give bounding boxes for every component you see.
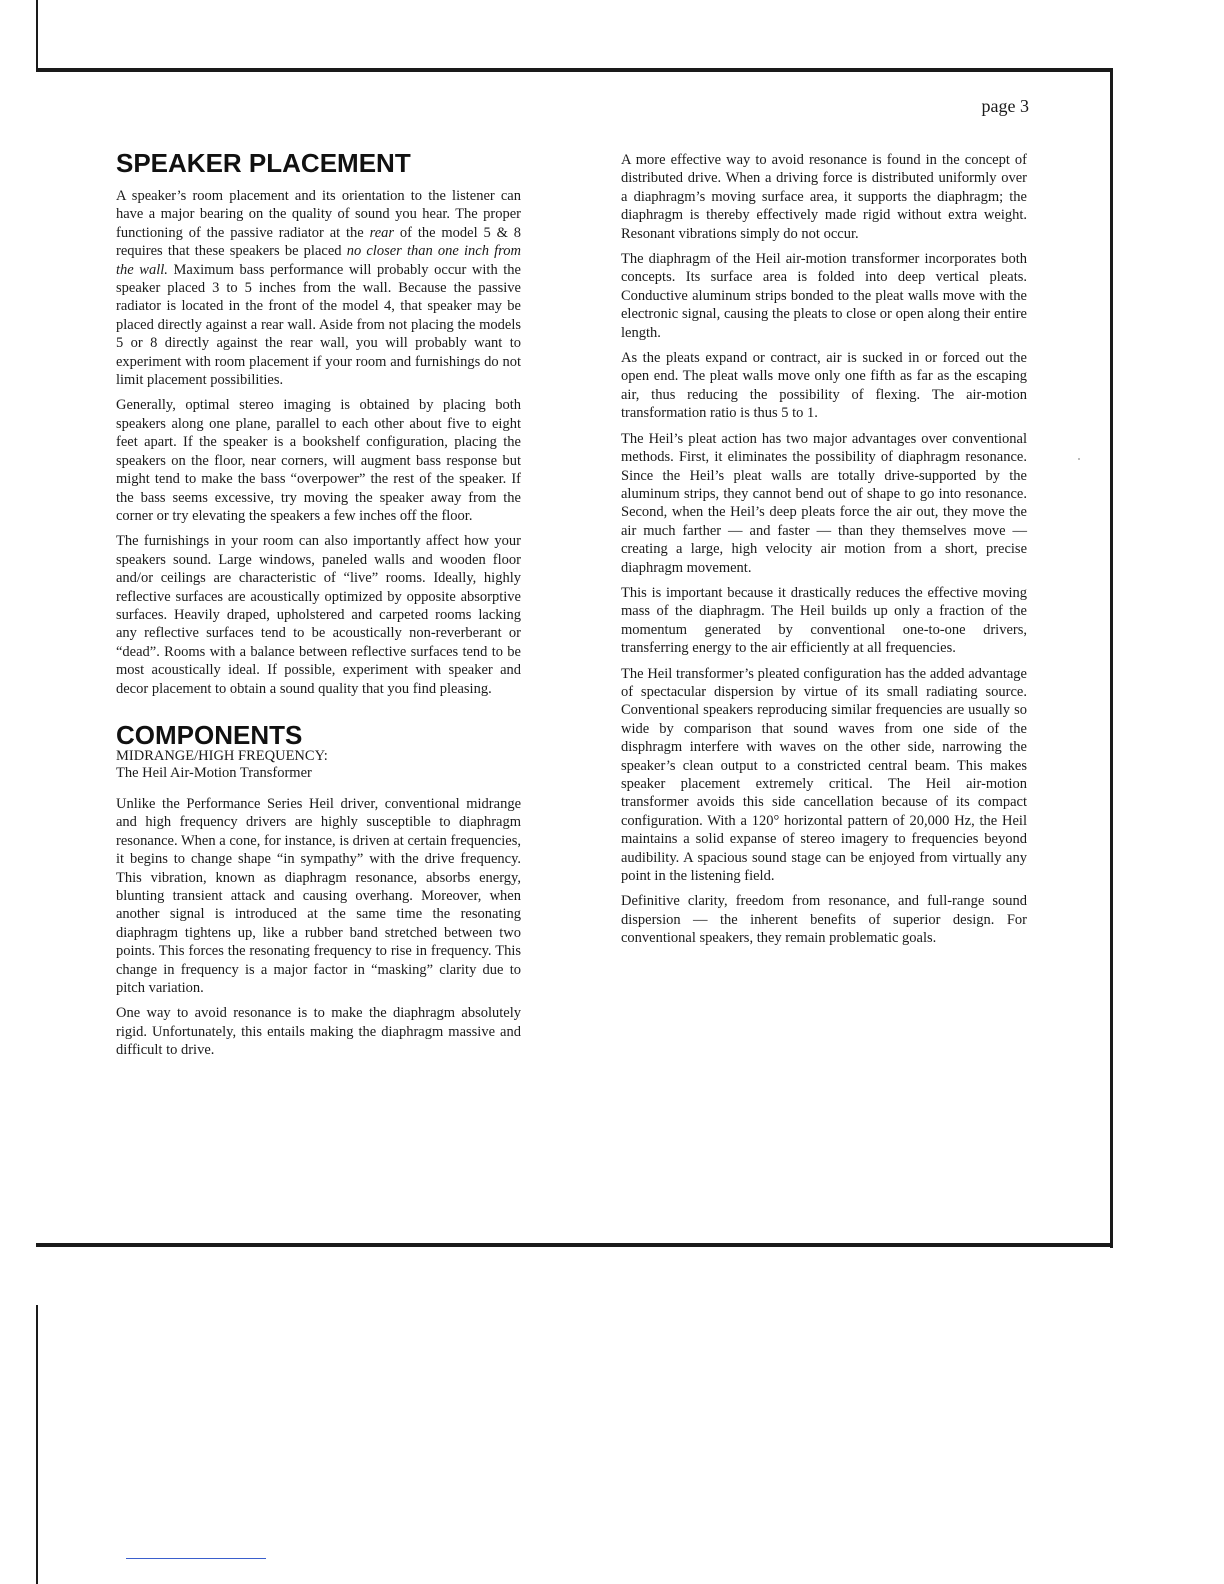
right-paragraph-4: The Heil’s pleat action has two major advantages over conventional methods. First, it eliminates the possibility of diaphragm resonance. Since the Heil’s pleat walls are totally drive-supported by the aluminum strips, they cannot bend out of shape to go into resonance. Second, when the Heil’s deep pleats force the air out, they move the air much farther — and faster — than they themselves move — creating a large, high velocity air motion from a short, precise diaphragm movement. <box>621 430 1027 576</box>
scan-underline <box>126 1558 266 1559</box>
components-paragraph-2: One way to avoid resonance is to make the diaphragm absolutely rigid. Unfortunately, this entails making the diaphragm massive and difficult to drive. <box>116 1005 521 1059</box>
placement-paragraph-1: A speaker’s room placement and its orientation to the listener can have a major bearing on the quality of sound you hear. The proper functioning of the passive radiator at the rear of the model 5 & 8 requires that these speakers be placed no closer than one inch from the wall. Maximum bass performance will probably occur with the speaker placed 3 to 5 inches from the wall. Because the passive radiator is located in the front of the model 4, that speaker may be placed directly against a rear wall. Aside from not placing the models 5 or 8 directly against the rear wall, you will probably want to experiment with room placement if your room and furnishings do not limit placement possibilities. <box>116 188 521 389</box>
right-paragraph-7: Definitive clarity, freedom from resonance, and full-range sound dispersion — the inherent benefits of superior design. For conventional speakers, they remain problematic goals. <box>621 893 1027 947</box>
frame-top-rule <box>36 68 1113 72</box>
right-paragraph-3: As the pleats expand or contract, air is sucked in or forced out the open end. The pleat walls move only one fifth as far as the escaping air, thus reducing the possibility of flexing. The air-motion transformation ratio is thus 5 to 1. <box>621 350 1027 422</box>
right-paragraph-5: This is important because it drastically reduces the effective moving mass of the diaphragm. The Heil builds up only a fraction of the momentum generated by conventional one-to-one drivers, transferring energy to the air efficiently at all frequencies. <box>621 584 1027 657</box>
right-paragraph-2: The diaphragm of the Heil air-motion transformer incorporates both concepts. Its surface area is folded into deep vertical pleats. Conductive aluminum strips bonded to the pleat walls move with the electronic signal, causing the pleats to close or open along their entire length. <box>621 251 1027 341</box>
left-column <box>116 148 521 1067</box>
midrange-subheading: MIDRANGE/HIGH FREQUENCY: <box>116 747 328 764</box>
components-heading: COMPONENTS <box>116 719 303 750</box>
page-number: page 3 <box>981 96 1029 116</box>
scan-speck <box>1078 458 1080 460</box>
heil-transformer-subheading: The Heil Air-Motion Transformer <box>116 764 312 781</box>
placement-paragraph-3: The furnishings in your room can also importantly affect how your speakers sound. Large windows, paneled walls and wooden floor and/or ceilings are characteristic of “live” rooms. Ideally, highly reflective surfaces are acoustically optimized by opposite absorptive surfaces. Heavily draped, upholstered and carpeted rooms lacking any reflective surfaces tend to be acoustically non-reverberant or “dead”. Rooms with a balance between reflective surfaces tend to be most acoustically ideal. If possible, experiment with speaker and decor placement to obtain a sound quality that you find pleasing. <box>116 533 521 697</box>
frame-bottom-rule <box>36 1243 1113 1247</box>
frame-right-rule <box>1110 68 1113 1248</box>
right-column <box>621 151 1027 955</box>
binding-line-bottom <box>36 1305 38 1584</box>
speaker-placement-heading: SPEAKER PLACEMENT <box>116 148 411 178</box>
placement-paragraph-2: Generally, optimal stereo imaging is obtained by placing both speakers along one plane, parallel to each other about five to eight feet apart. If the speaker is a bookshelf configuration, placing the speakers on the floor, near corners, will augment bass response but might tend to make the bass “overpower” the rest of the speaker. If the bass seems excessive, try moving the speaker away from the corner or try elevating the speakers a few inches off the floor. <box>116 397 521 524</box>
components-paragraph-1: Unlike the Performance Series Heil driver, conventional midrange and high frequency drivers are highly susceptible to diaphragm resonance. When a cone, for instance, is driven at certain frequencies, it begins to change shape “in sympathy” with the drive frequency. This vibration, known as diaphragm resonance, absorbs energy, blunting transient attack and causing overhang. Moreover, when another signal is introduced at the same time the resonating diaphragm tightens up, like a rubber band stretched between two points. This forces the resonating frequency to rise in frequency. This change in frequency is a major factor in “masking” clarity due to pitch variation. <box>116 795 521 997</box>
right-paragraph-6: The Heil transformer’s pleated configuration has the added advantage of spectacular dispersion by virtue of its small radiating source. Conventional speakers reproducing similar frequencies are usually so wide by comparison that sound waves from one side of the disphragm interfere with waves on the other side, narrowing the speaker’s clean output to a constricted central beam. This makes speaker placement extremely critical. The Heil air-motion transformer avoids this side cancellation because of its compact configuration. With a 120° horizontal pattern of 20,000 Hz, the Heil maintains a solid expanse of stereo imagery to frequencies beyond audibility. A spacious sound stage can be enjoyed from virtually any point in the listening field. <box>621 665 1027 885</box>
right-paragraph-1: A more effective way to avoid resonance is found in the concept of distributed drive. When a driving force is distributed uniformly over a diaphragm’s moving surface area, it supports the diaphragm; the diaphragm is thereby effectively made rigid without extra weight. Resonant vibrations simply do not occur. <box>621 152 1027 242</box>
binding-line-top <box>36 0 38 72</box>
